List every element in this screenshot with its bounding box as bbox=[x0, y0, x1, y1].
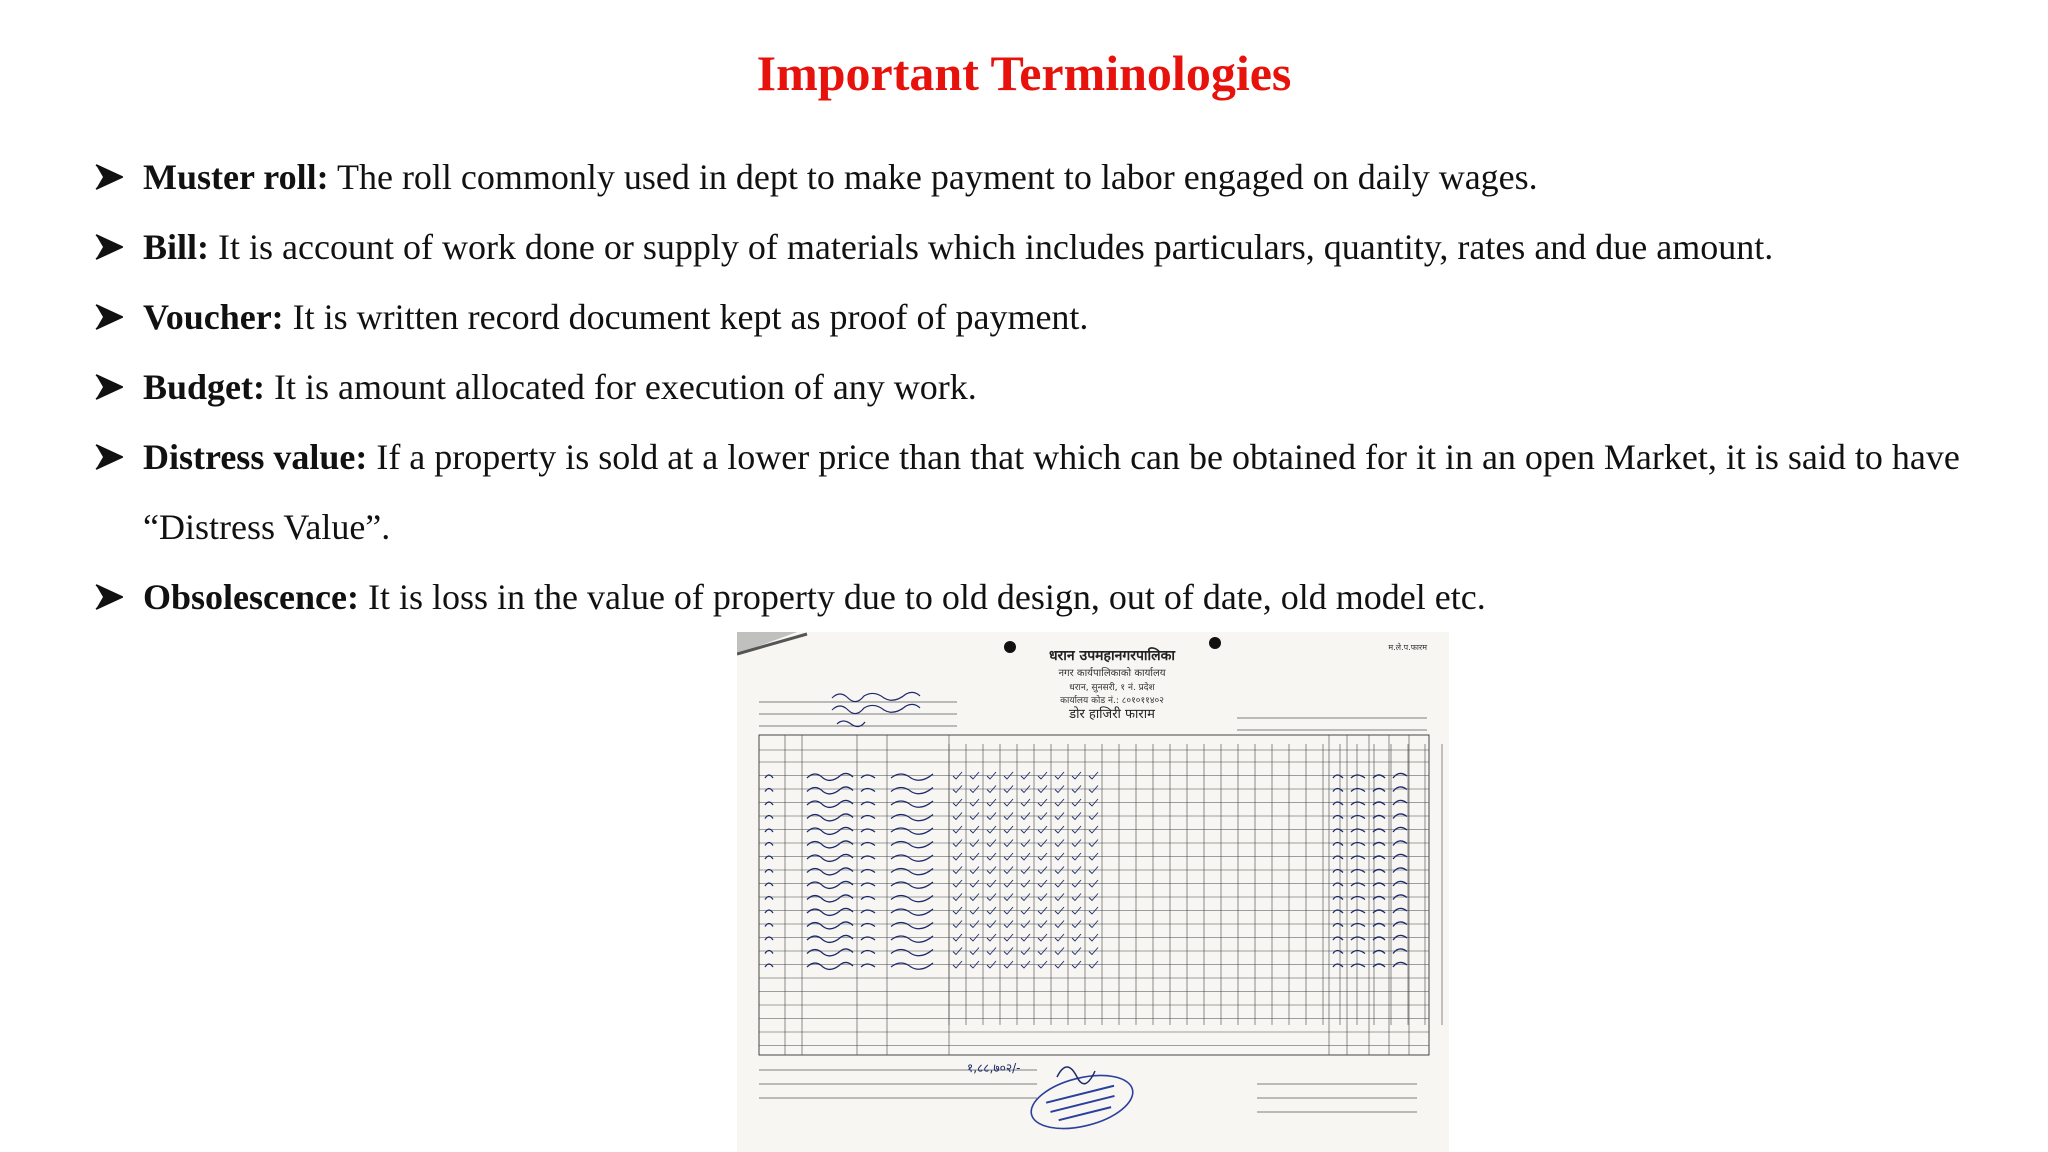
term-definition: If a property is sold at a lower price than that which can be obtained for it in an open Market, it is said to have “Distress Value”. bbox=[143, 437, 1960, 547]
form-office-code: कार्यालय कोड नं.: ८०१०११४०२ bbox=[1060, 696, 1164, 706]
term-label: Muster roll: bbox=[143, 157, 329, 197]
term-definition: The roll commonly used in dept to make payment to labor engaged on daily wages. bbox=[328, 157, 1538, 197]
bullet-obsolescence bbox=[95, 562, 1995, 632]
term-definition: It is account of work done or supply of materials which includes particulars, quantity, rates and due amount. bbox=[209, 227, 1774, 267]
arrow-bullet-icon bbox=[95, 584, 123, 610]
arrow-bullet-icon bbox=[95, 164, 123, 190]
term-label: Bill: bbox=[143, 227, 210, 267]
muster-roll-photo bbox=[737, 632, 1449, 1152]
office-stamp bbox=[1026, 1066, 1139, 1138]
bullet-voucher bbox=[95, 282, 1995, 352]
arrow-bullet-icon bbox=[95, 234, 123, 260]
form-total-amount: १,८८,७०२/- bbox=[967, 1061, 1021, 1075]
term-label: Distress value: bbox=[143, 437, 368, 477]
bullet-bill bbox=[95, 212, 1995, 282]
form-org-name: धरान उपमहानगरपालिका bbox=[1048, 648, 1176, 664]
arrow-bullet-icon bbox=[95, 304, 123, 330]
bullet-budget bbox=[95, 352, 1995, 422]
arrow-bullet-icon bbox=[95, 374, 123, 400]
slide-title: Important Terminologies bbox=[756, 45, 1292, 101]
arrow-bullet-icon bbox=[95, 444, 123, 470]
term-definition: It is amount allocated for execution of any work. bbox=[265, 367, 977, 407]
term-label: Budget: bbox=[143, 367, 266, 407]
term-label: Obsolescence: bbox=[143, 577, 359, 617]
form-title: डोर हाजिरी फाराम bbox=[1069, 707, 1155, 722]
term-definition: It is written record document kept as proof of payment. bbox=[283, 297, 1089, 337]
bullet-muster-roll bbox=[95, 142, 1995, 212]
bullet-distress-value bbox=[95, 422, 1995, 562]
term-definition: It is loss in the value of property due to old design, out of date, old model etc. bbox=[358, 577, 1486, 617]
form-ref: म.ले.प.फारम bbox=[1388, 643, 1427, 652]
muster-roll-form-image bbox=[737, 632, 1449, 1152]
form-office: नगर कार्यपालिकाको कार्यालय bbox=[1058, 668, 1166, 679]
form-address: धरान, सुनसरी, १ नं. प्रदेश bbox=[1069, 683, 1155, 693]
terminology-list bbox=[95, 142, 1995, 632]
term-label: Voucher: bbox=[143, 297, 284, 337]
